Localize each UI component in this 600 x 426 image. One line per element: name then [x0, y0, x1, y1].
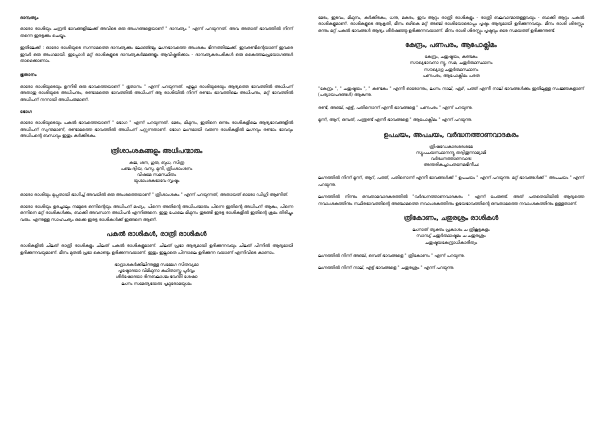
verse-line: ത്രിഷഡേകാദശദശമേ — [429, 144, 473, 150]
section-label-bhoga: ഭോഗ — [20, 110, 32, 116]
heading-day-night-signs: പകൽ രാശികൾ, രാത്രി രാശികൾ — [106, 230, 207, 239]
verse-line: പഞ്ച ദ്വിയ, വസു, മുനി, ത്രിംശാംശനം — [120, 166, 193, 172]
verse-line: വർദ്ധനത്താണവാദഃ — [430, 157, 472, 163]
left-page — [20, 16, 293, 295]
verse-line: വിഷമേ സമസ്ഥിതം — [136, 173, 177, 179]
heading-trimshamsha: ത്രിശാംശകങ്ങളും അധിപന്മാരും — [110, 146, 203, 155]
verse-block — [318, 145, 584, 170]
heading-upachayam: ഉപചയം, അപചയം, വർദ്ധനത്താണവാദകരം — [383, 130, 519, 139]
section-label-bhuthanam: ഭൂതാനം — [20, 73, 37, 79]
paragraph: ഓരോ രാശിയുടെയും പകൽ ഭാവത്തെയാണ് " ഭോഗ " എന്ന് പറയുന്നത്. മേടം, മിഥുനം, ഇതിനെ ഒന്നും രാശികളിലെ ആദ്യഭാവങ്ങളിൽ അധിപന് സ്വന്തമാണ്, രണ്ടാമത്തെ ഭാവത്തിൽ അധിപന് പറ്റുന്നതാണ്. ഭോഗ ലഗ്നമായി വരുന്ന രാശികളിൽ ലഗ്നവും രണ്ടാം ഭാവവും അധിപന്റെ ബന്ധവും ഇതും കർക്കിടകം. — [20, 121, 293, 140]
heading-trikonam: ത്രികോണം, ചതുരശ്രം രാശികൾ — [403, 214, 499, 223]
verse-line: സൗഖ്യഭാവനാ ന്യൂ, സമ, ചതുർത്ഥസ്ഥാനം — [409, 61, 493, 67]
verse-line: ഭാദ്രാശകർക്കിലിന്നുള്ള സമ്മേഗ സിതവ്യമാ — [114, 262, 199, 268]
paragraph: ലഗ്നത്തിൽ നിന്ന് അഞ്ച്, ഒമ്പത് ഭാവങ്ങളെ " ത്രികോണം " എന്ന് പറയുന്നു. — [318, 253, 465, 259]
right-page — [318, 16, 584, 279]
paragraph: ലഗ്നത്തിൽ നിന്ന് മൂന്ന്, ആറ്, പത്ത്, പതിനൊന്ന് എന്നീ ഭാവങ്ങൾക്ക് " ഉപചയം " എന്ന് പറയുന്നു. മറ്റ് ഭാവങ്ങൾക്ക് " അപചയം " എന്ന് പറയുന്നു. — [318, 176, 584, 188]
paragraph: ഓരോ രാശിയും ഉരച്ചാലും നമ്മുടെ ഒന്നിന്റെയും അധിപന് മഹ്യം, പിന്നെ അതിന്റെ അധിപന്മാരും പിന്നെ ഇതിന്റെ അധിപന് ആകും, പിന്നെ ഒന്നിനെ മറ്റ് രാശികൾക്കും, ബാക്കി അവസാന അധിപൻ എന്നിങ്ങനെ. ഇതു പോലെ മിഥുനം തുടങ്ങി ഇരട്ട രാശികളിൽ ഇതിന്റെ ക്രമം തിരിച്ചും വരും. എന്നുള്ള സാഹചര്യം ഒക്കെ ഇരട്ട രാശികൾക്ക് ഇങ്ങനെ ആണ്. — [20, 204, 293, 223]
paragraph: മേടം, ഇടവം, മിഥുനം, കർക്കിടകം, ധനു, മകരം, ഇവ ആറും രാത്രി രാശികളും - രാത്രി ബലവാന്മാരുള്ളവയും - ബാക്കി ആറും പകൽ രാശികളുമാണ്. രാശികളുടെ ആകൃതി, മീനം ഒഴികെ മറ്റ് അഞ്ച് രാശിയോടൊപ്പം പൃഷ്ഠം ആദ്യമായി ഉദിക്കുന്നവയും. മീനം രാശി ശിരസ്സും ഒന്നും മറ്റ് പകൽ ഭാവങ്ങൾ ആദ്യം ശീർഷഞ്ഞു ഉദിക്കുന്നവയാണ്. മീനം രാശി ശിരസ്സും പൃഷ്ഠവും ഒരേ സമയത്ത് ഉദിക്കുന്നുണ്ട്. — [318, 16, 584, 34]
verse-line: യുഗ്മാംശകഭാവേ സൃഷ്ടം — [133, 179, 180, 185]
paragraph: ഓരോ രാശിയും മുപ്പതായി ഭാഗിച്ച് അവയിൽ ഒരു അംശത്തെയാണ് " ത്രിശാംശകം " എന്ന് പറയുന്നത്, അതായത് ഓരോ ഡിഗ്രി ആണിത്. — [20, 192, 289, 198]
verse-line: പണപരം, ആപോക്ലിമം പരത — [422, 73, 480, 79]
paragraph: രാശികളിൽ ചിലത് രാത്രി രാശികളും ചിലത് പകൽ രാശികളുമാണ്. ചിലത് പ്രഭാ ആദ്യമായി ഉദിക്കുന്നവയും ചിലത് പിന്നിൽ ആദ്യമായി ഉദിക്കുന്നവയുമാണ്. മീനം മുതൽ പ്രഭാ കൊണ്ടും ഉദിക്കുന്നവയാണ്. ഇതും ഇല്ലാതെ പിന്നാലെ ഉദിക്കുന്ന വയാണ് എന്നിവിടെ കാണാം. — [20, 244, 293, 256]
verse-line: കജ, ശന, ഗുരു, ബുധ, സിത്ര — [129, 160, 184, 166]
paragraph: ലഗ്നത്തിൽ നിന്നും ഒമ്പതാമവാദകരത്തിൽ "വർദ്ധനത്താണവാദകരം " എന്ന് പേരുണ്ട്. അത് പതതെയിയിൽ ആദ്യത്തെ നവാംശകത്തിനും സ്ഥിരഭാവത്തിന്റെ അഞ്ചാമത്തെ നവാംശകത്തിനും ഉഭയഭാവത്തിന്റെ ഒമ്പതാമത്തെ നവാംശകത്തിനും ഉള്ളതാണ്. — [318, 195, 584, 207]
verse-line: സൗഖ്യാദ്ര ചതുർത്ഥസ്ഥാനം — [423, 67, 479, 73]
paragraph: ലഗ്നത്തിൽ നിന്ന് നാല്, എട്ട് ഭാവങ്ങളെ " ചതുരശ്രം " എന്ന് പറയുന്നു. — [318, 266, 455, 272]
paragraph: ഓരോ രാശിയും ചന്ദ്രൻ ഭാവങ്ങളിലേക്ക് അവിടെ ഒരു അംഗങ്ങളെയാണ് " ദാമ്പത്യം " എന്ന് പറയുന്നത്. അവ അതാത് ഭാവത്തിൽ നിന്ന് തന്നെ ഇരട്ടക്കും ചെയ്യും. — [20, 27, 293, 39]
verse-block — [318, 55, 584, 80]
verse-block — [318, 228, 584, 247]
heading-kendram: കേന്ദ്രം, പണപരം, ആപോക്ലിമം — [405, 41, 497, 50]
verse-line: സ്യൂപചയസ്ഥാനന്യൂ തദ്വിതൂന്നാമ്യാമി — [415, 150, 487, 156]
section-label-dampatyam: ദാമ്പത്യം — [20, 16, 39, 21]
paragraph: ഇതിലേക്ക് : ഓരോ രാശിയുടെ സന്നാമത്തെ ദാമ്പത്യക്കും ലോഞ്ഞ്ചു, ലഗ്നഭാവത്തെ അംശകം ഭിന്നത്തിലേക്ക്. ഇവരണ്ടിന്റെയാണ് ഇവരെ ഇവർ ഒരു അംഗമായി. ഇപ്പോൾ മറ്റ് രാശികളുടെ ദാമ്പത്യകർമ്മങ്ങളും ആവിഷ്കരിക്കാം - ദാമ്പത്യകരപടികൾ ഒരു കൈത്തലപ്രയോഗങ്ങൾ താഴെക്കാണാം. — [20, 46, 293, 65]
verse-line: അന്തരികച്ചാപതനേമഭിനീചഃ — [423, 163, 479, 169]
verse-block — [20, 161, 293, 186]
paragraph: ഓരോ രാശിയുടെയും ഉന്നിടി ഒരു ഭാവത്തെയാണ് " ഭൂതാനം " എന്ന് പറയുന്നത്. എല്ലാ രാശിയുടെയും ആദ്യത്തെ ഭാവത്തിൽ അധിപന് അതാതു രാശിയുടെ അധിപനും, രണ്ടാമത്തെ ഭാവത്തിൽ അധിപന് ആ രാശിയിൽ നിന്ന് രണ്ടാം ഭാവത്തിലെ അധിപനും, മറ്റ് ഭാവത്തിൽ അധിപന് നന്നായി അധിപരുമാണ്. — [20, 84, 293, 103]
verse-line: ലഗ്നം സമേത്യഭയതഃ പൃഥുരോമയുഗ്മം — [121, 281, 192, 287]
verse-line: സാമ്പ്യ് ചതുർത്ഥാഷ്ടമം ച ചതുരശ്രം — [416, 234, 486, 240]
paragraph: രണ്ട്, അഞ്ച്, എട്ട്, പതിനൊന്ന് എന്നീ ഭാവങ്ങളെ " പണപരം " എന്ന് പറയുന്നു. — [318, 105, 473, 111]
paragraph: മൂന്ന്, ആറ്, ഒമ്പത്, പന്ത്രണ്ട് എന്നീ ഭാവങ്ങളെ " ആപോക്ലിമം " എന്ന് പറയുന്നു. — [318, 118, 473, 124]
verse-line: ശീർഷോദയാ ദിനബലാശ്ച ഭവന്തി ശേഷാ — [115, 275, 198, 281]
verse-line: ലഗ്നാത് ത്യക്തം പ്രകാശം ച ത്രികൂട്ടകളം — [412, 228, 490, 234]
verse-line: ചതുഷ്ടയകേന്ദ്രാധികാരീത്വം — [424, 240, 478, 246]
verse-line: പൃഷ്ഠോദയാ വിമിഥുനാ കഥിതാസ്തു പൂർവ്വം — [118, 269, 195, 275]
verse-line: കേന്ദ്രം, ചതുഷ്ടയം, കണ്ടകം — [424, 55, 478, 61]
verse-block — [20, 263, 293, 288]
paragraph: "കേന്ദ്രം ", " ചതുഷ്ടയം ", " കണ്ടകം " എന്നീ ഓരോന്നും, ലഗ്നം നാല്, ഏഴ്, പത്ത് എന്നീ നാല് ഭാവങ്ങൾക്കും ഇതിലുള്ള സംജ്ഞകളാണ് (പര്യായപദങ്ങൾ) ആകുന്നു. — [318, 87, 584, 99]
